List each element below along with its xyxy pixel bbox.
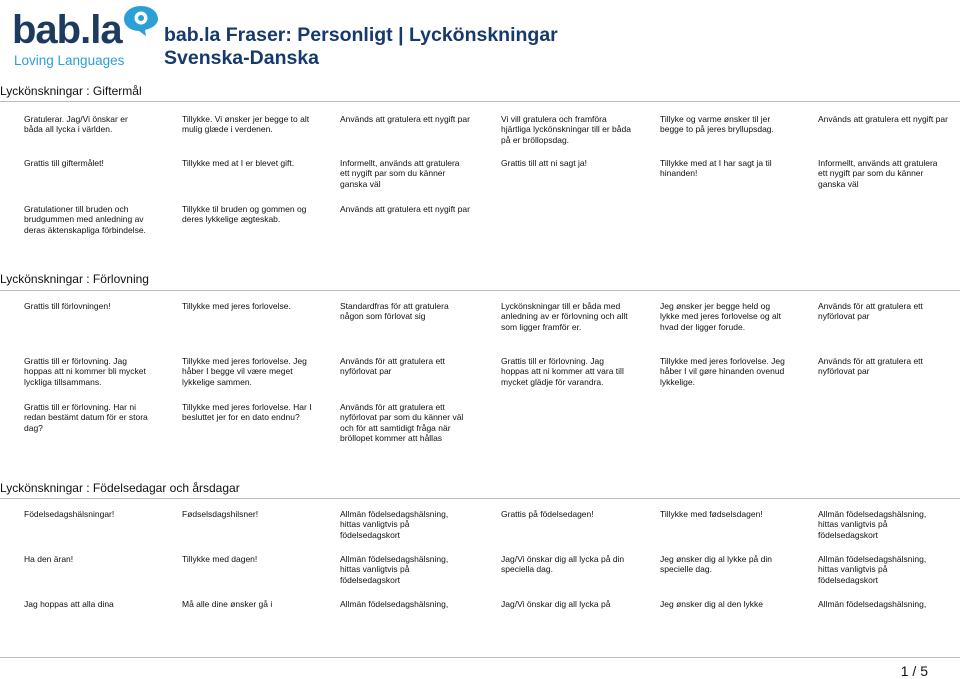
phrase-usage: Informellt, används att gratulera ett nygift par som du känner ganska väl bbox=[340, 158, 460, 189]
phrase-da: Tillykke med fødselsdagen! bbox=[660, 509, 763, 519]
phrase-usage: Används för att gratulera ett nyförlovat par bbox=[818, 356, 923, 377]
phrase-da: Må alle dine ønsker gå i bbox=[182, 599, 273, 609]
section-divider bbox=[0, 498, 960, 499]
phrase-da: Tillykke til bruden og gommen og deres lykkelige ægteskab. bbox=[182, 204, 307, 225]
phrase-sv: Gratulerar. Jag/Vi önskar er båda all lycka i världen. bbox=[24, 114, 128, 135]
phrase-da: Tillykke med jeres forlovelse. Jeg håber I vil gøre hinanden ovenud lykkelige. bbox=[660, 356, 785, 387]
phrase-sv: Vi vill gratulera och framföra hjärtliga lyckönskningar till er båda på er bröllopsdag. bbox=[501, 114, 631, 145]
phrase-da: Tillykke med jeres forlovelse. Har I besluttet jer for en dato endnu? bbox=[182, 402, 312, 423]
phrase-da: Jeg ønsker jer begge held og lykke med jeres forlovelse og alt hvad der ligger forude. bbox=[660, 301, 781, 332]
phrase-usage: Används för att gratulera ett nyförlovat par bbox=[818, 301, 923, 322]
phrase-sv: Lyckönskningar till er båda med anledning av er förlovning och allt som ligger framför er. bbox=[501, 301, 628, 332]
phrase-sv: Jag/Vi önskar dig all lycka på bbox=[501, 599, 611, 609]
phrase-da: Tillykke med at I er blevet gift. bbox=[182, 158, 295, 168]
phrase-da: Tillykke med jeres forlovelse. bbox=[182, 301, 291, 311]
phrase-usage: Allmän födelsedagshälsning, hittas vanligtvis på födelsedagskort bbox=[340, 554, 449, 585]
speech-bubble-icon bbox=[122, 4, 160, 38]
phrase-usage: Informellt, används att gratulera ett nygift par som du känner ganska väl bbox=[818, 158, 938, 189]
phrase-usage: Allmän födelsedagshälsning, bbox=[818, 599, 927, 609]
phrase-sv: Jag hoppas att alla dina bbox=[24, 599, 114, 609]
phrase-usage: Allmän födelsedagshälsning, bbox=[340, 599, 449, 609]
phrase-sv: Grattis till att ni sagt ja! bbox=[501, 158, 587, 168]
section-heading-forlovning: Lyckönskningar : Förlovning bbox=[0, 272, 149, 286]
section-heading-fodelsedagar: Lyckönskningar : Födelsedagar och årsdagar bbox=[0, 481, 240, 495]
page-number: 1 / 5 bbox=[900, 663, 928, 679]
phrase-usage: Används för att gratulera ett nyförlovat par som du känner väl och för att samtidigt fråga när bröllopet kommer att hållas bbox=[340, 402, 464, 443]
phrase-da: Tillykke med dagen! bbox=[182, 554, 258, 564]
phrase-sv: Grattis till giftermålet! bbox=[24, 158, 104, 168]
phrase-sv: Födelsedagshälsningar! bbox=[24, 509, 115, 519]
phrase-usage: Standardfras för att gratulera någon som förlovat sig bbox=[340, 301, 449, 322]
phrase-sv: Grattis till er förlovning. Har ni redan bestämt datum för er stora dag? bbox=[24, 402, 148, 433]
logo-tagline: Loving Languages bbox=[14, 53, 125, 68]
section-heading-giftermal: Lyckönskningar : Giftermål bbox=[0, 84, 142, 98]
section-divider bbox=[0, 101, 960, 102]
phrase-da: Fødselsdagshilsner! bbox=[182, 509, 259, 519]
phrase-da: Jeg ønsker dig al den lykke bbox=[660, 599, 763, 609]
phrase-usage: Allmän födelsedagshälsning, hittas vanligtvis på födelsedagskort bbox=[340, 509, 449, 540]
phrase-sv: Gratulationer till bruden och brudgummen med anledning av deras äktenskapliga förbindelse. bbox=[24, 204, 146, 235]
phrase-usage: Används för att gratulera ett nyförlovat par bbox=[340, 356, 445, 377]
phrase-sv: Jag/Vi önskar dig all lycka på din speciella dag. bbox=[501, 554, 625, 575]
phrase-usage: Används att gratulera ett nygift par bbox=[818, 114, 948, 124]
logo-wordmark: bab.la bbox=[12, 8, 122, 52]
phrase-da: Tillykke med jeres forlovelse. Jeg håber I begge vil være meget lykkelige sammen. bbox=[182, 356, 307, 387]
babla-logo[interactable] bbox=[12, 4, 152, 68]
page-title-line-2: Svenska-Danska bbox=[164, 47, 320, 69]
phrase-da: Tillykke. Vi ønsker jer begge to alt mulig glæde i verdenen. bbox=[182, 114, 310, 135]
phrase-usage: Används att gratulera ett nygift par bbox=[340, 204, 470, 214]
phrase-da: Jeg ønsker dig al lykke på din specielle dag. bbox=[660, 554, 772, 575]
section-divider bbox=[0, 290, 960, 291]
phrase-sv: Grattis till förlovningen! bbox=[24, 301, 111, 311]
phrase-sv: Grattis till er förlovning. Jag hoppas att ni kommer att vara till mycket glädje för varandra. bbox=[501, 356, 624, 387]
phrase-da: Tillykke med at I har sagt ja til hinanden! bbox=[660, 158, 772, 179]
page-title-line-1: bab.la Fraser: Personligt | Lyckönskningar bbox=[164, 24, 558, 46]
footer-divider bbox=[0, 657, 960, 658]
phrase-sv: Grattis till er förlovning. Jag hoppas att ni kommer bli mycket lyckliga tillsammans. bbox=[24, 356, 146, 387]
phrase-usage: Används att gratulera ett nygift par bbox=[340, 114, 470, 124]
phrase-usage: Allmän födelsedagshälsning, hittas vanligtvis på födelsedagskort bbox=[818, 554, 927, 585]
phrase-sv: Grattis på födelsedagen! bbox=[501, 509, 594, 519]
phrase-da: Tillyke og varme ønsker til jer begge to på jeres bryllupsdag. bbox=[660, 114, 774, 135]
phrase-usage: Allmän födelsedagshälsning, hittas vanligtvis på födelsedagskort bbox=[818, 509, 927, 540]
page-title bbox=[164, 24, 558, 70]
phrase-sv: Ha den äran! bbox=[24, 554, 74, 564]
